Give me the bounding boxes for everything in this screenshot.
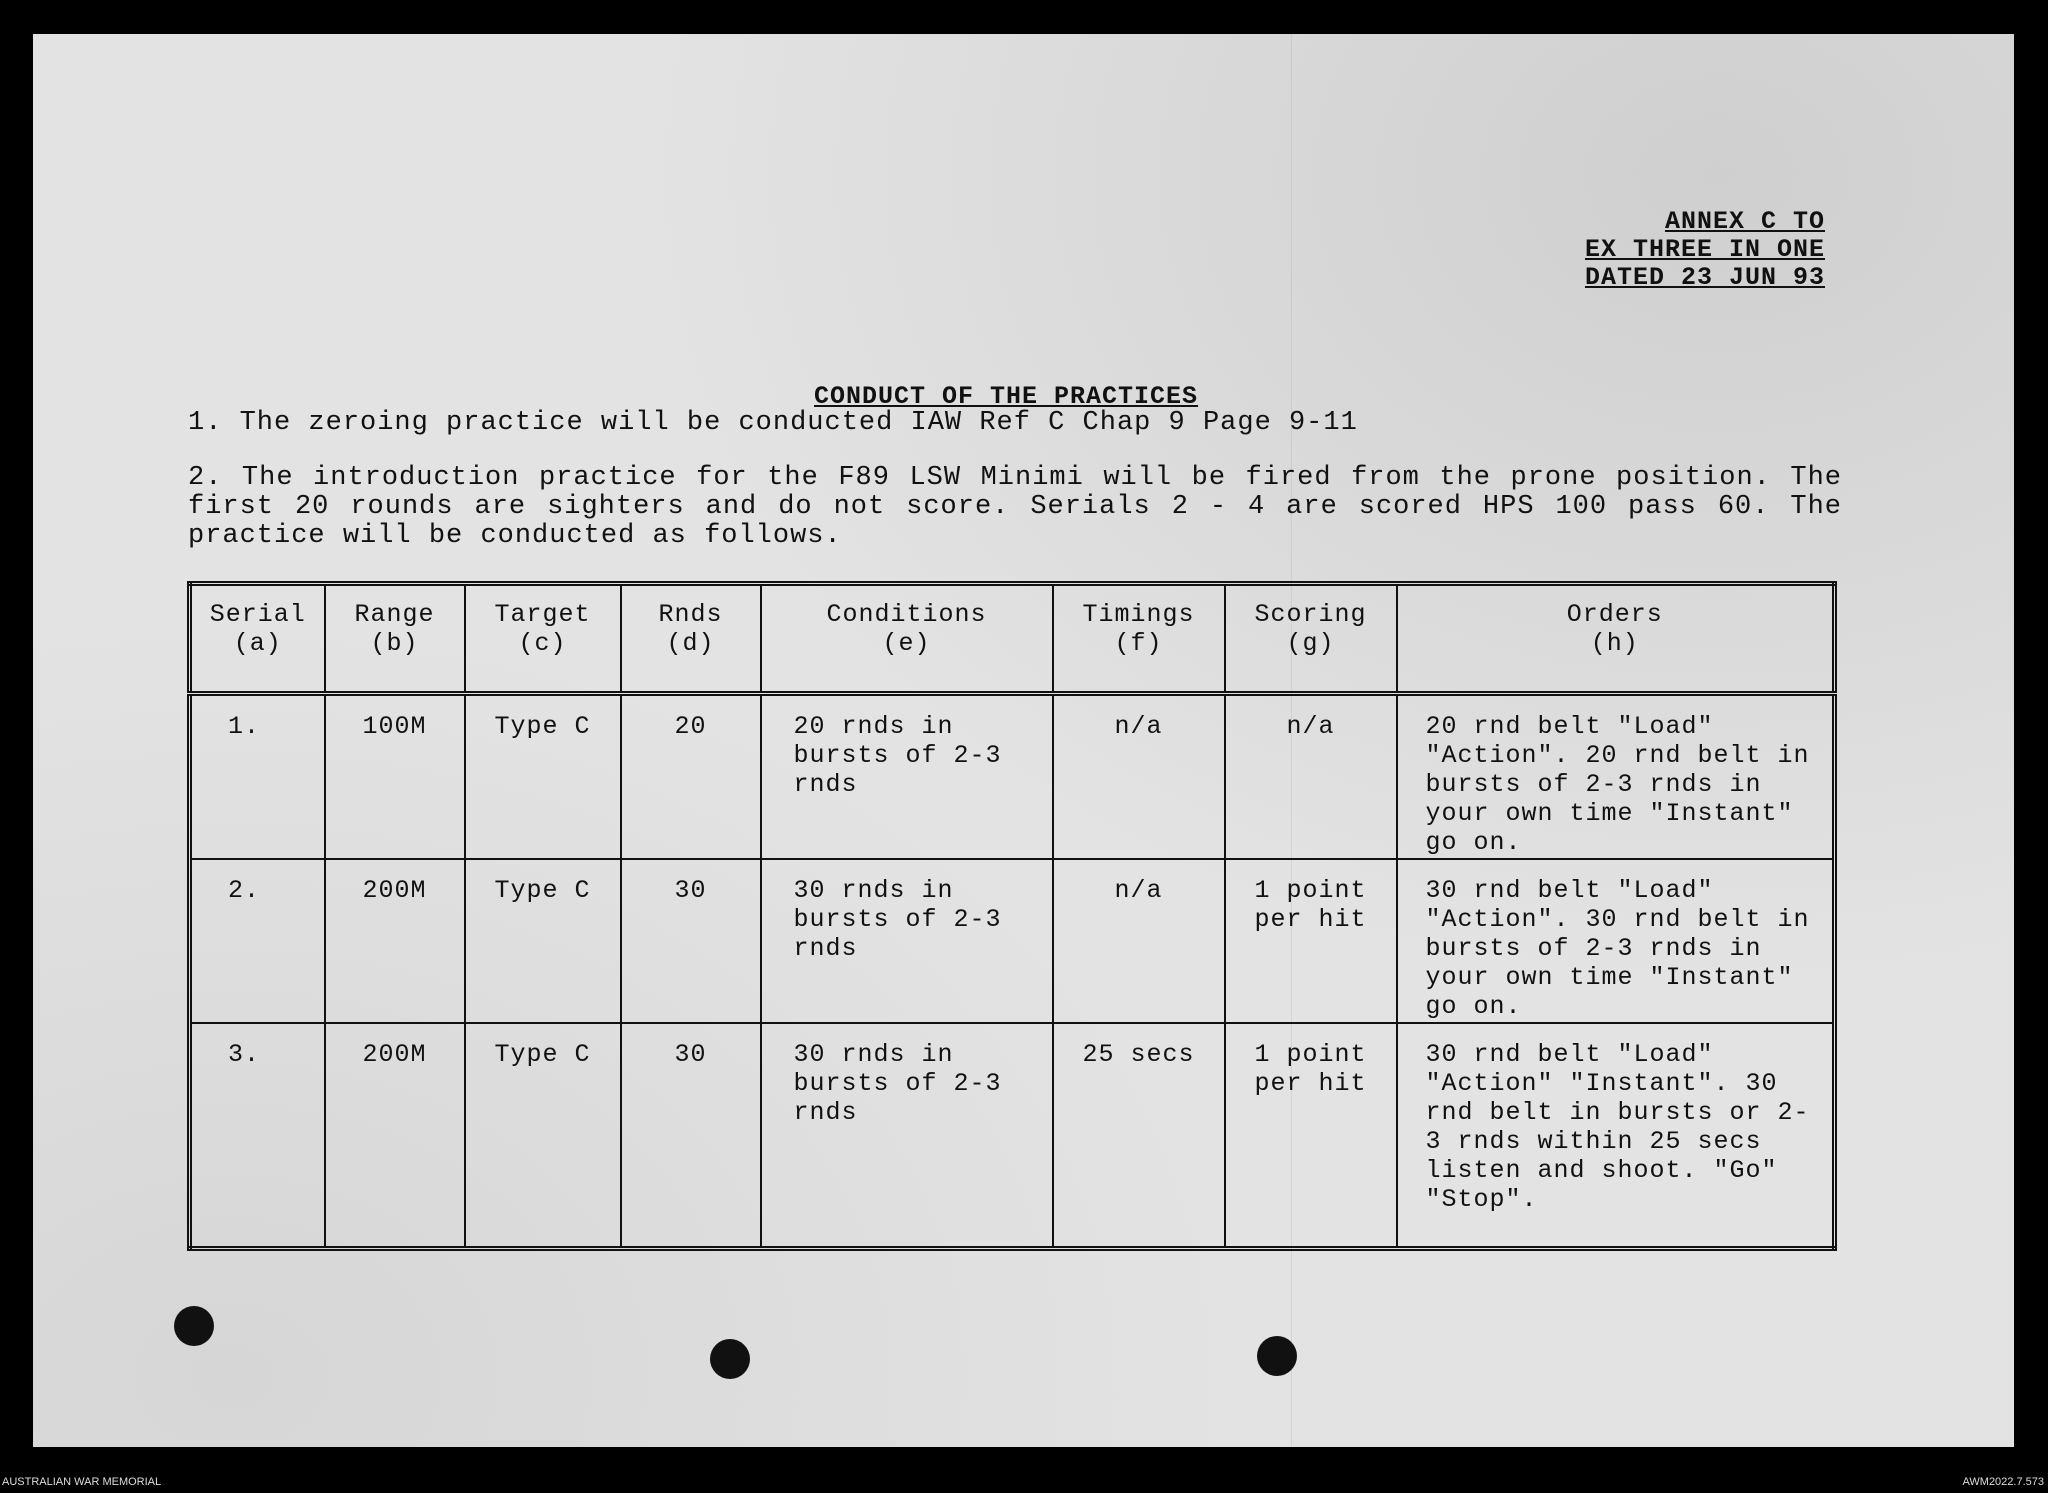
cell-scoring: n/a	[1225, 694, 1397, 860]
header-rnds: Rnds (d)	[621, 584, 761, 694]
cell-rnds: 20	[621, 694, 761, 860]
cell-range: 200M	[325, 859, 465, 1023]
table-row	[190, 694, 1835, 860]
cell-timings: 25 secs	[1053, 1023, 1225, 1249]
header-scoring: Scoring (g)	[1225, 584, 1397, 694]
annex-heading	[1585, 208, 1825, 292]
cell-orders: 20 rnd belt "Load" "Action". 20 rnd belt in bursts of 2-3 rnds in your own time "Instant" go on.	[1397, 694, 1835, 860]
cell-orders: 30 rnd belt "Load" "Action". 30 rnd belt in bursts of 2-3 rnds in your own time "Instant" go on.	[1397, 859, 1835, 1023]
header-orders: Orders (h)	[1397, 584, 1835, 694]
page-title: CONDUCT OF THE PRACTICES	[814, 382, 1199, 411]
header-conditions: Conditions (e)	[761, 584, 1053, 694]
cell-serial: 3.	[190, 1023, 325, 1249]
annex-line-1: ANNEX C TO	[1664, 207, 1825, 236]
cell-orders: 30 rnd belt "Load" "Action" "Instant". 30 rnd belt in bursts or 2-3 rnds within 25 secs listen and shoot. "Go" "Stop".	[1397, 1023, 1835, 1249]
document-page	[33, 34, 2014, 1447]
cell-timings: n/a	[1053, 694, 1225, 860]
table-row	[190, 859, 1835, 1023]
header-range: Range (b)	[325, 584, 465, 694]
cell-conditions: 30 rnds in bursts of 2-3 rnds	[761, 1023, 1053, 1249]
paragraph-2: 2. The introduction practice for the F89 LSW Minimi will be fired from the prone position. The first 20 rounds are sighters and do not score. Serials 2 - 4 are scored HPS 100 pass 60. The practice will be conducted as follows.	[188, 463, 1842, 551]
footer-institution: AUSTRALIAN WAR MEMORIAL	[2, 1476, 162, 1488]
table-row	[190, 1023, 1835, 1249]
header-target: Target (c)	[465, 584, 621, 694]
cell-conditions: 20 rnds in bursts of 2-3 rnds	[761, 694, 1053, 860]
cell-scoring: 1 point per hit	[1225, 1023, 1397, 1249]
header-timings: Timings (f)	[1053, 584, 1225, 694]
annex-line-2: EX THREE IN ONE	[1584, 235, 1825, 264]
punch-hole-left	[174, 1306, 214, 1346]
cell-rnds: 30	[621, 1023, 761, 1249]
punch-hole-right	[1257, 1336, 1297, 1376]
paragraph-1: 1. The zeroing practice will be conducted IAW Ref C Chap 9 Page 9-11	[188, 408, 1358, 438]
table-header-row	[190, 584, 1835, 694]
cell-range: 100M	[325, 694, 465, 860]
footer-accession-number: AWM2022.7.573	[1962, 1476, 2044, 1488]
cell-rnds: 30	[621, 859, 761, 1023]
cell-range: 200M	[325, 1023, 465, 1249]
header-serial: Serial (a)	[190, 584, 325, 694]
cell-target: Type C	[465, 1023, 621, 1249]
cell-timings: n/a	[1053, 859, 1225, 1023]
punch-hole-middle	[710, 1339, 750, 1379]
cell-target: Type C	[465, 694, 621, 860]
cell-conditions: 30 rnds in bursts of 2-3 rnds	[761, 859, 1053, 1023]
cell-scoring: 1 point per hit	[1225, 859, 1397, 1023]
cell-target: Type C	[465, 859, 621, 1023]
practices-table	[187, 581, 1837, 1251]
annex-line-3: DATED 23 JUN 93	[1584, 263, 1825, 292]
cell-serial: 2.	[190, 859, 325, 1023]
cell-serial: 1.	[190, 694, 325, 860]
